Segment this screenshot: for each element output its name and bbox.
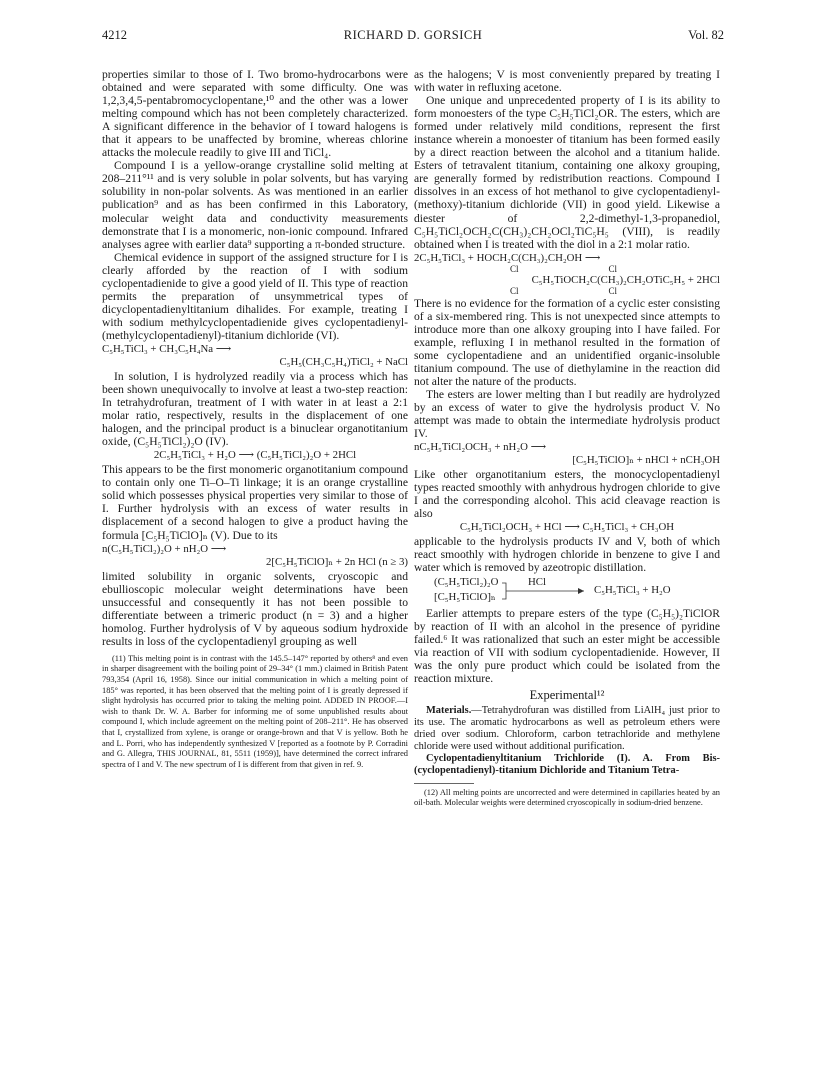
equation [414, 521, 720, 534]
equation [102, 543, 408, 569]
equation-line: C₅H₅TiCl₃ + CH₃C₅H₄Na ⟶ [102, 342, 232, 355]
paragraph-text: —Tetrahydrofuran was distilled from LiAlH₄ just prior to its use. The aromatic hydrocarbons as well as petroleum ethers were dried over sodium. Chloroform, carbon tetrachloride and methylene chloride were used without additional purification. [414, 704, 720, 752]
volume-label: Vol. 82 [688, 28, 724, 42]
equation [414, 252, 720, 296]
reaction-arrow-icon [500, 580, 590, 602]
paragraph: limited solubility in organic solvents, cryoscopic and ebullioscopic molecular weight determinations have been unsuccessful and consequently it has not been possible to differentiate between a trimeric product (n = 3) and a higher homolog. Further hydrolysis of V by aqueous sodium hydroxide results in loss of the cyclopentadienyl grouping as well [102, 569, 408, 648]
footnote [102, 654, 408, 771]
paragraph: In solution, I is hydrolyzed readily via a process which has been shown unequivocally to involve at least a two-step reaction: In tetrahydrofuran, treatment of I with water in at least a 2:1 molar ratio, respectively, results in the displacement of one halogen, and the principal product is a binuclear organotitanium oxide, (C₅H₅TiCl₂)₂O (IV). [102, 369, 408, 449]
paragraph: Chemical evidence in support of the assigned structure for I is clearly afforded by the reaction of I with sodium cyclopentadienide to give a good yield of II. This type of reaction permits the preparation of unsymmetrical types of dicyclopentadienyltitanium dihalides. For example, treating I with sodium methylcyclopentadienide gives cyclopentadienyl-(methylcyclopentadienyl)-titanium dichloride (VI). [102, 250, 408, 342]
equation-line: 2C₅H₅TiCl₃ + H₂O ⟶ (C₅H₅TiCl₂)₂O + 2HCl [153, 449, 357, 462]
paragraph [414, 705, 720, 753]
equation-line: n(C₅H₅TiCl₂)₂O + nH₂O ⟶ [102, 542, 227, 555]
equation [102, 343, 408, 369]
running-header [102, 28, 724, 46]
paragraph: One unique and unprecedented property of I is its ability to form monoesters of the type C₅H₅TiCl₂OR. The esters, which are formed under relatively mild conditions, represent the first instance wherein a monoester of titanium has been formed easily by a direct reaction between the alcohol and a titanium halide. Esters of tetravalent titanium, containing one alkoxy grouping, are generally formed by redistribution reactions. Compound I dissolves in an excess of hot methanol to give cyclopentadienyl-(methoxy)-titanium dichloride (VII) in good yield. Likewise a diester of 2,2-dimethyl-1,3-propanediol, C₅H₅TiCl₂OCH₂C(CH₃)₂CH₂OCl₂TiC₅H₅ (VIII), is readily obtained when I is treated with the diol in a 2:1 molar ratio. [414, 94, 720, 251]
equation [414, 576, 720, 606]
footnote [414, 788, 720, 809]
run-in-heading: Materials. [426, 704, 472, 716]
equation-reactant: [C₅H₅TiClO]ₙ [434, 590, 496, 603]
page-number: 4212 [102, 28, 127, 42]
paragraph: as the halogens; V is most conveniently prepared by treating I with water in refluxing acetone. [414, 68, 720, 95]
equation-line: 2C₅H₅TiCl₃ + HOCH₂C(CH₃)₂CH₂OH ⟶ [414, 251, 601, 264]
equation-substituent: Cl Cl [510, 263, 618, 274]
paragraph: There is no evidence for the formation of a cyclic ester consisting of a six-membered ring. This is not unexpected since attempts to introduce more than one alkoxy grouping into I have failed. For example, refluxing I in methanol resulted in the formation of some cyclopentadiene and an unidentified organic-insoluble titanium compound. The use of diethylamine in the reaction did not alter the nature of the products. [414, 296, 720, 388]
paragraph: This appears to be the first monomeric organotitanium compound to contain only one Ti–O–Ti linkage; it is an orange crystalline solid which possesses physical properties very similar to those of I. Further hydrolysis with an excess of water results in displacement of a second halogen to give a product having the formula [C₅H₅TiClO]ₙ (V). Due to its [102, 463, 408, 542]
equation [414, 441, 720, 467]
footnote-divider [414, 783, 474, 784]
equation-reagent: HCl [528, 575, 546, 588]
equation [102, 449, 408, 462]
equation-substituent: Cl Cl [510, 285, 618, 296]
running-author: RICHARD D. GORSICH [343, 28, 483, 42]
footnote-text: (11) This melting point is in contrast with the 145.5–147° reported by others⁸ and even in sharper disagreement with the boiling point of 29–34° (1 mm.) claimed in British Patent 793,354 (April 16, 1958). Since our initial communication in which a melting point of 185° was reported, it has been observed that the melting point of I is greatly depressed if slight hydrolysis has occurred prior to taking the melting point. ADDED IN PROOF.—I wish to thank Dr. W. A. Barber for informing me of some unpublished results about compound I, which include agreement on the melting point of 208–211°. He has observed that I, crystallized from xylene, is orange or orange-brown and that V is yellow. Both he and L. Porri, who has independently synthesized V [reported as a footnote by P. Corradini and G. Allegra, THIS JOURNAL, 81, 5511 (1959)], have determined the correct infrared spectra of I and V. The new spectrum of I is different from that given in ref. 9. [102, 653, 408, 769]
section-heading: Experimental¹² [529, 687, 605, 702]
subsection-heading: Cyclopentadienyltitanium Trichloride (I). A. From Bis-(cyclopentadienyl)-titanium Dichloride and Titanium Tetra- [414, 752, 720, 776]
paragraph: Like other organotitanium esters, the monocyclopentadienyl types reacted smoothly with anhydrous hydrogen chloride to give I and the corresponding alcohol. This acid cleavage reaction is also [414, 468, 720, 521]
equation-line: [C₅H₅TiClO]ₙ + nHCl + nCH₃OH [572, 454, 720, 467]
equation-line: C₅H₅(CH₃C₅H₄)TiCl₂ + NaCl [279, 355, 408, 368]
paragraph: The esters are lower melting than I but readily are hydrolyzed by an excess of water to give the hydrolysis product V. No attempt was made to obtain the intermediate hydrolysis product IV. [414, 387, 720, 441]
equation-reactant: (C₅H₅TiCl₂)₂O [434, 575, 499, 588]
paragraph: properties similar to those of I. Two bromo-hydrocarbons were obtained and were separated with some difficulty. One was 1,2,3,4,5-pentabromocyclopentane,¹⁰ and the other was a lower melting compound which has not been completely characterized. A significant difference in the behavior of I toward halogens is that it appears to be unaffected by bromine, whereas chlorine attacks the molecule readily to give III and TiCl₄. [102, 68, 408, 160]
left-column [102, 68, 408, 770]
paragraph: Compound I is a yellow-orange crystalline solid melting at 208–211°¹¹ and is very soluble in polar solvents, but has varying solubility in non-polar solvents. As was mentioned in an earlier publication⁹ and as has been confirmed in this Laboratory, molecular weight data and conductivity measurements demonstrate that I is a monomeric, non-ionic compound. Infrared analyses agree with earlier data⁹ supporting a π-bonded structure. [102, 159, 408, 251]
equation-line: C₅H₅TiCl₂OCH₃ + HCl ⟶ C₅H₅TiCl₃ + CH₃OH [459, 521, 675, 534]
equation-line: 2[C₅H₅TiClO]ₙ + 2n HCl (n ≥ 3) [266, 555, 408, 568]
equation-line: C₅H₅TiOCH₂C(CH₃)₂CH₂OTiC₅H₅ + 2HCl [531, 273, 720, 286]
paragraph: applicable to the hydrolysis products IV and V, both of which react smoothly with hydrogen chloride in benzene to give I and water which is removed by azeotropic distillation. [414, 535, 720, 575]
right-column [414, 68, 720, 809]
footnote-text: (12) All melting points are uncorrected and were determined in capillaries heated by an oil-bath. Molecular weights were determined cryoscopically in sodium-dried benzene. [414, 787, 720, 808]
equation-line: nC₅H₅TiCl₂OCH₃ + nH₂O ⟶ [414, 441, 547, 454]
paragraph: Earlier attempts to prepare esters of the type (C₅H₅)₂TiClOR by reaction of II with an alcohol in the presence of pyridine failed.⁶ It was rationalized that such an ester might be accessible via reaction of VII with sodium cyclopentadienide. However, II was the only pure product which could be isolated from the reaction mixture. [414, 606, 720, 685]
equation-product: C₅H₅TiCl₃ + H₂O [594, 583, 671, 596]
